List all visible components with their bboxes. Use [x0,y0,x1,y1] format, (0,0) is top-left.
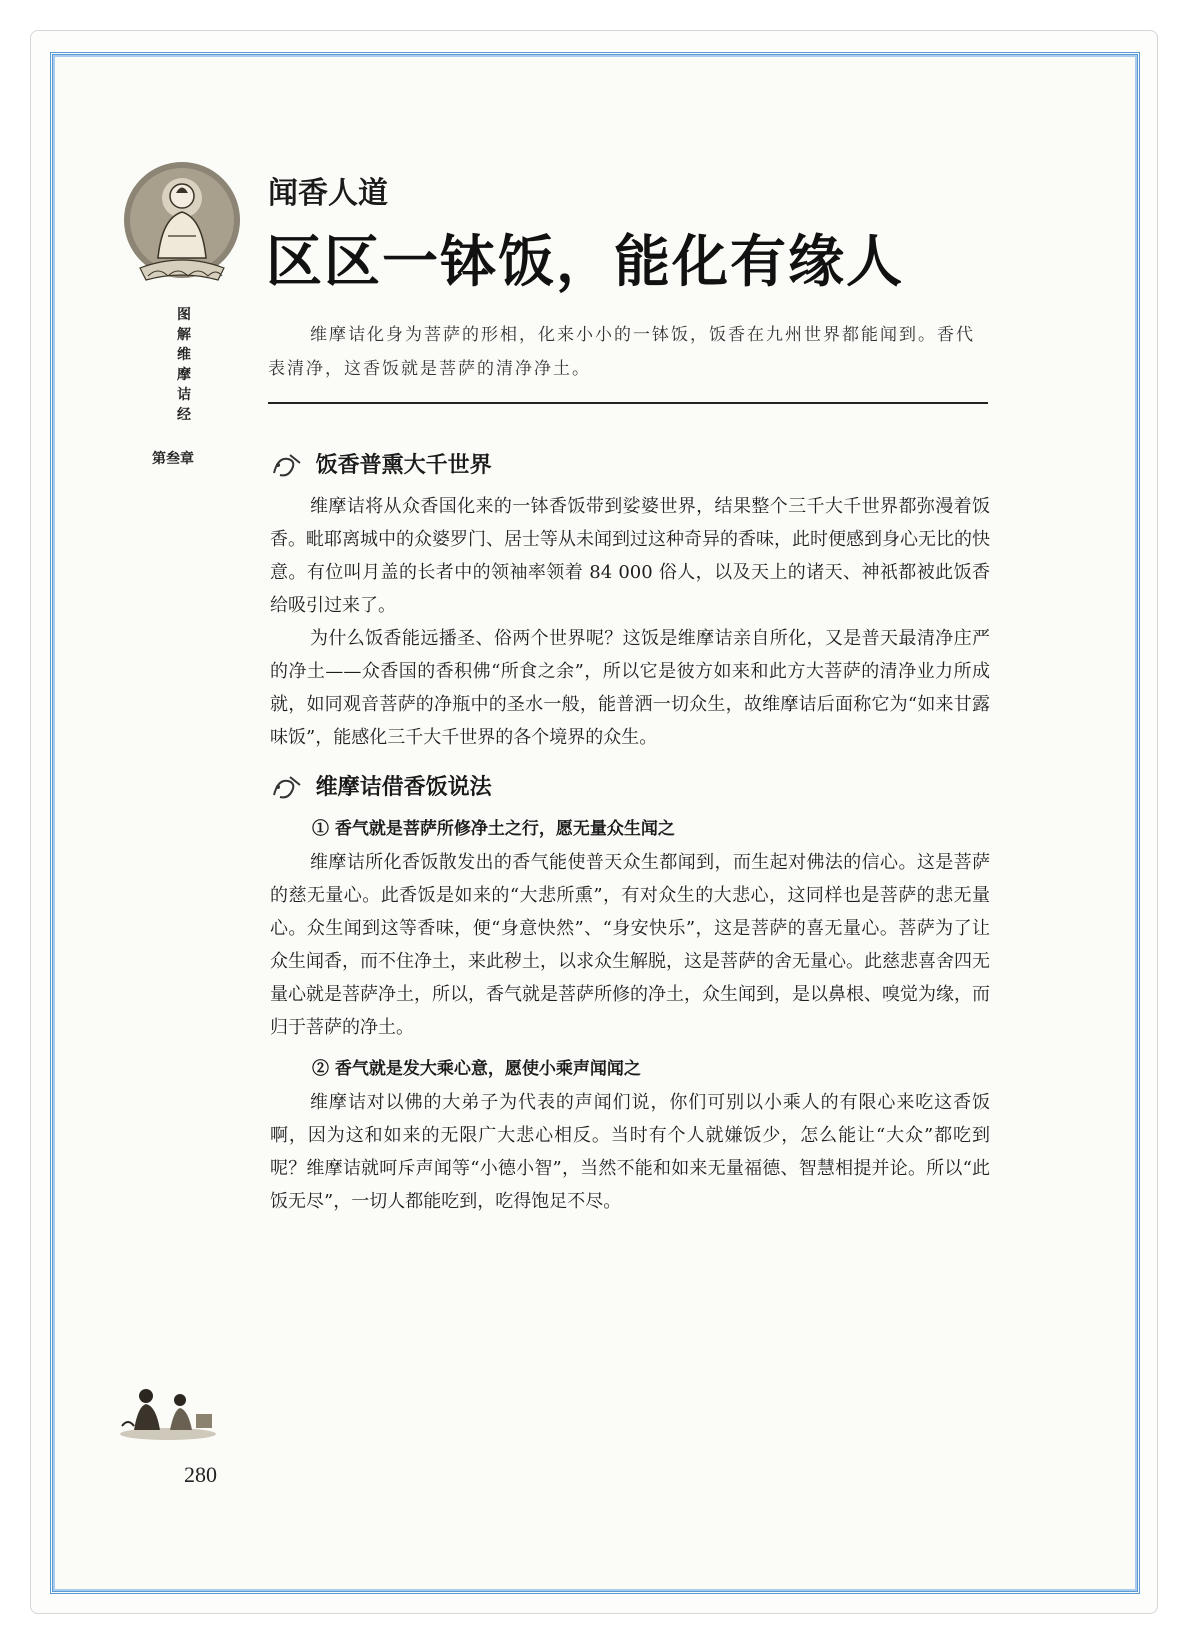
point-label-2: ② 香气就是发大乘心意，愿使小乘声闻闻之 [312,1059,641,1079]
section-heading-text: 饭香普熏大千世界 [315,453,492,478]
page-number: 280 [184,1462,217,1487]
section-subtitle: 闻香人道 [268,176,388,211]
chapter-label: 第叁章 [152,451,194,467]
page-title: 区区一钵饭，能化有缘人 [266,230,904,295]
section-heading-1 [270,448,492,481]
book-title-char: 图 [177,307,191,323]
point-label-1: ① 香气就是菩萨所修净土之行，愿无量众生闻之 [312,819,675,839]
book-title-char: 经 [177,407,191,423]
brush-ornament-icon [270,451,304,481]
intro-summary: 维摩诘化身为菩萨的形相，化来小小的一钵饭，饭香在九州世界都能闻到。香代表清净，这香饭就是菩萨的清净净土。 [268,325,975,379]
book-title-vertical [172,305,196,425]
buddha-medallion-icon [118,158,246,290]
section-heading-text: 维摩诘借香饭说法 [315,775,492,800]
paragraph: 维摩诘将从众香国化来的一钵香饭带到娑婆世界，结果整个三千大千世界都弥漫着饭香。毗耶离城中的众婆罗门、居士等从未闻到过这种奇异的香味，此时便感到身心无比的快意。有位叫月盖的长者中的领袖率领着 84 000 俗人，以及天上的诸天、神祇都被此饭香给吸引过来了。 [270,496,990,616]
paragraph: 维摩诘对以佛的大弟子为代表的声闻们说，你们可别以小乘人的有限心来吃这香饭啊，因为这和如来的无限广大悲心相反。当时有个人就嫌饭少，怎么能让“大众”都吃到呢？维摩诘就呵斥声闻等“小德小智”，当然不能和如来无量福德、智慧相提并论。所以“此饭无尽”，一切人都能吃到，吃得饱足不尽。 [270,1092,990,1212]
book-title-char: 诘 [177,387,191,403]
book-title-char: 维 [177,347,191,363]
section-heading-2 [270,770,492,803]
book-title-char: 摩 [177,367,191,383]
brush-ornament-icon [270,773,304,803]
scholar-figures-icon [116,1378,220,1442]
book-title-char: 解 [177,327,191,343]
title-divider [268,402,988,404]
paragraph: 维摩诘所化香饭散发出的香气能使普天众生都闻到，而生起对佛法的信心。这是菩萨的慈无量心。此香饭是如来的“大悲所熏”，有对众生的大悲心，这同样也是菩萨的悲无量心。众生闻到这等香味，便“身意快然”、“身安快乐”，这是菩萨的喜无量心。菩萨为了让众生闻香，而不住净土，来此秽土，以求众生解脱，这是菩萨的舍无量心。此慈悲喜舍四无量心就是菩萨净土，所以，香气就是菩萨所修的净土，众生闻到，是以鼻根、嗅觉为缘，而归于菩萨的净土。 [270,852,990,1038]
paragraph: 为什么饭香能远播圣、俗两个世界呢？这饭是维摩诘亲自所化，又是普天最清净庄严的净土——众香国的香积佛“所食之余”，所以它是彼方如来和此方大菩萨的清净业力所成就，如同观音菩萨的净瓶中的圣水一般，能普洒一切众生，故维摩诘后面称它为“如来甘露味饭”，能感化三千大千世界的各个境界的众生。 [270,628,990,748]
